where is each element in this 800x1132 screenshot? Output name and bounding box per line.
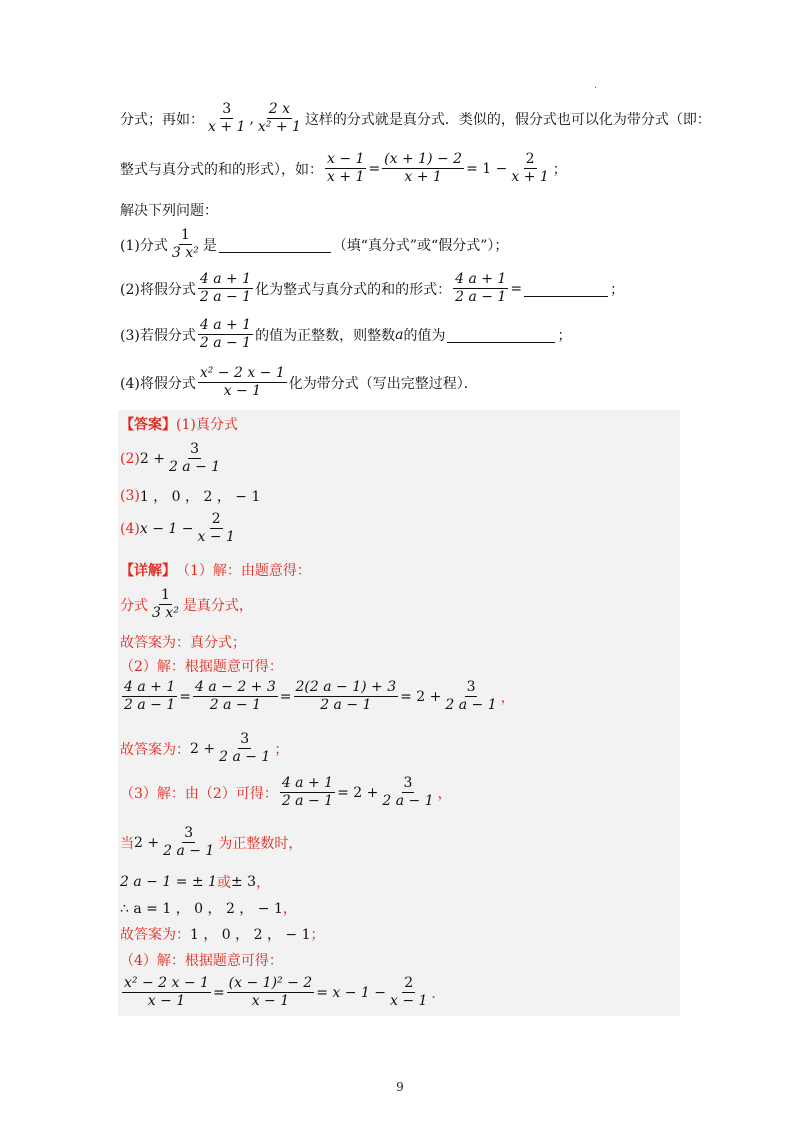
fraction-denominator: 3 x² — [171, 245, 199, 262]
question-text: (4)将假分式 — [120, 375, 196, 392]
fraction-denominator: 2 a − 1 — [382, 793, 434, 810]
question-text: 化为带分式（写出完整过程）． — [288, 375, 478, 392]
detail-line-1 — [120, 560, 680, 580]
math-text: 2 + — [134, 834, 160, 851]
fraction-numerator: 4 a + 1 — [122, 680, 177, 697]
detail-text: 故答案为：真分式； — [120, 635, 246, 651]
math-text: 2 + — [139, 450, 165, 467]
fraction-denominator: x + 1 — [208, 119, 246, 136]
fraction-denominator: x − 1 — [389, 993, 428, 1010]
fraction-denominator: x − 1 — [251, 993, 290, 1010]
math-text: = 2 + — [400, 688, 442, 705]
detail-text: 是真分式， — [182, 597, 253, 614]
detail-text: 为正整数时， — [218, 835, 303, 852]
fraction-numerator: 4 a + 1 — [453, 272, 508, 289]
answer-blank[interactable] — [447, 326, 555, 343]
detail-line-7 — [120, 776, 680, 810]
page-number: 9 — [396, 1080, 404, 1094]
fraction — [170, 228, 201, 262]
fraction-numerator: 2 — [210, 512, 223, 529]
punctuation: ． — [431, 985, 446, 1002]
math-text: x − 1 − — [139, 520, 194, 537]
intro-text: 整式与真分式的和的形式），如： — [120, 161, 323, 178]
question-4 — [120, 366, 680, 400]
fraction-denominator: x − 1 — [147, 993, 186, 1010]
detail-line-4 — [120, 656, 680, 676]
detail-line-3 — [120, 632, 680, 652]
fraction-denominator: x − 1 — [223, 383, 262, 400]
question-text: (3)若假分式 — [120, 327, 196, 344]
fraction-denominator: 2 a − 1 — [199, 335, 252, 352]
fraction-numerator: (x + 1) − 2 — [382, 152, 464, 169]
fraction-numerator: 2 x — [267, 102, 292, 119]
detail-line-5: $\frac{4 a + 1}{2 a - 1}$ = $\frac{4 a - 2 + 3}{2 a - 1}$ = $\frac{2(2 a - 1) + 3}{2 a - 1}$ = 2 + $\frac{3}{2 a - 1}$ ， — [124, 679, 515, 714]
math-text: = 2 + — [337, 784, 379, 801]
fraction — [198, 366, 287, 400]
detail-line-11 — [120, 924, 680, 944]
punctuation: ； — [552, 161, 567, 178]
fraction — [167, 442, 222, 476]
fraction — [193, 680, 278, 714]
detail-line-2 — [120, 588, 680, 622]
fraction-denominator: x + 1 — [327, 169, 365, 186]
answer-tag: 【答案】 — [120, 417, 176, 433]
question-1 — [120, 228, 680, 262]
fraction — [280, 776, 335, 810]
answer-line-2 — [120, 442, 680, 476]
fraction-numerator: 3 — [238, 732, 251, 749]
punctuation: ； — [310, 927, 325, 943]
answer-label: (4) — [120, 520, 140, 537]
math-text: 1 ， 0 ， 2 ， − 1 — [190, 927, 311, 943]
math-text: 2 a − 1 = ± 1 — [120, 874, 217, 890]
question-3 — [120, 318, 680, 352]
fraction-numerator: 2 — [524, 152, 537, 169]
intro-line-1: 分式；再如： $\frac{3}{x + 1}$ , $\frac{2 x}{\text{x² + 1}}$ 这样的分式就是真分式．类似的，假分式也可以化为带分式（即： — [120, 101, 711, 136]
detail-text: （1）解：由题意得： — [176, 563, 311, 579]
detail-text: 当 — [120, 835, 134, 852]
answer-label: (3) — [120, 488, 140, 504]
answer-blank[interactable] — [524, 280, 608, 297]
fraction-denominator: 2 a − 1 — [219, 749, 271, 766]
intro-text: 这样的分式就是真分式．类似的，假分式也可以化为带分式（即： — [304, 111, 711, 128]
fraction-denominator: x + 1 — [511, 169, 549, 186]
answer-text: (1)真分式 — [176, 417, 238, 433]
fraction-numerator: 1 — [159, 588, 172, 605]
detail-line-10 — [120, 898, 680, 918]
fraction-denominator: 3 x² — [152, 605, 179, 622]
question-text: 的值为 — [403, 327, 446, 344]
detail-tag: 【详解】 — [120, 563, 176, 579]
detail-text: 或 — [216, 875, 231, 891]
punctuation: ； — [557, 327, 572, 344]
detail-text: 分式 — [120, 597, 148, 614]
fraction — [206, 102, 247, 136]
fraction-numerator: 1 — [179, 228, 192, 245]
heading-text: 解决下列问题： — [120, 203, 218, 219]
fraction — [380, 776, 435, 810]
answer-line-4 — [120, 512, 680, 546]
fraction-numerator: 3 — [465, 680, 478, 697]
fraction-denominator: x − 1 — [197, 529, 235, 546]
fraction — [122, 976, 211, 1010]
fraction-numerator: 4 a − 2 + 3 — [193, 680, 278, 697]
fraction-denominator: 2 a − 1 — [209, 697, 261, 714]
punctuation: ； — [274, 741, 289, 758]
detail-text: （3）解：由（2）可得： — [120, 785, 278, 802]
fraction-numerator: 2 — [402, 976, 415, 993]
fraction-denominator: 2 a − 1 — [168, 459, 221, 476]
fraction — [217, 732, 272, 766]
fraction — [256, 102, 303, 136]
fraction-numerator: 3 — [182, 826, 195, 843]
fraction-denominator: 2 a − 1 — [199, 289, 252, 306]
variable: a — [395, 326, 404, 343]
intro-text: 分式；再如： — [120, 111, 204, 128]
fraction — [453, 272, 508, 306]
fraction-numerator: 3 — [402, 776, 415, 793]
math-text: ∴ a = 1 ， 0 ， 2 ， − 1 — [120, 901, 283, 917]
fraction — [325, 152, 366, 186]
fraction-denominator: 2 a − 1 — [455, 289, 507, 306]
solve-heading — [120, 200, 680, 220]
math-text: 1 ， 0 ， 2 ， − 1 — [139, 489, 261, 505]
question-text: (2)将假分式 — [120, 281, 196, 298]
punctuation: ； — [610, 281, 625, 298]
detail-line-13: $\frac{\text{x² − 2 x − 1}}{x - 1}$ = $\frac{\text{(x − 1)² − 2}}{x - 1}$ = x − 1 − $\frac{2}{x - 1}$ ． — [124, 975, 446, 1010]
answer-blank[interactable] — [219, 236, 331, 253]
fraction-denominator: 2 a − 1 — [281, 793, 334, 810]
fraction — [150, 588, 181, 622]
detail-line-8 — [120, 826, 680, 860]
fraction-numerator: 4 a + 1 — [280, 776, 335, 793]
question-text: 化为整式与真分式的和的形式： — [255, 281, 452, 298]
fraction — [509, 152, 550, 186]
fraction-denominator: 2 a − 1 — [445, 697, 497, 714]
fraction — [388, 976, 429, 1010]
fraction-denominator: 2 a − 1 — [163, 843, 215, 860]
punctuation: ， — [282, 901, 297, 917]
math-text: 2 + — [190, 740, 216, 757]
fraction — [122, 680, 177, 714]
math-text: ± 3 — [230, 874, 257, 890]
math-text: = x − 1 − — [316, 984, 386, 1001]
stray-dot: . — [594, 80, 598, 91]
punctuation: ， — [437, 785, 452, 802]
fraction-numerator: 4 a + 1 — [198, 318, 253, 335]
math-text: = — [510, 280, 523, 297]
detail-line-12 — [120, 950, 680, 970]
question-2 — [120, 272, 680, 306]
detail-text: 故答案为： — [120, 927, 190, 943]
question-text: (1)分式 — [120, 237, 168, 254]
fraction — [161, 826, 216, 860]
fraction-numerator: 3 — [220, 102, 233, 119]
fraction — [198, 272, 253, 306]
answer-line-3 — [120, 486, 680, 506]
question-text: 的值为正整数，则整数 — [255, 327, 396, 344]
fraction — [195, 512, 236, 546]
detail-text: 故答案为： — [120, 741, 190, 758]
fraction — [443, 680, 498, 714]
question-text: 是 — [202, 237, 217, 254]
question-text: （填“真分式”或“假分式”）； — [332, 237, 509, 254]
answer-line-1 — [120, 414, 680, 434]
fraction-numerator: 4 a + 1 — [198, 272, 253, 289]
answer-label: (2) — [120, 450, 140, 467]
detail-line-6 — [120, 732, 680, 766]
fraction — [294, 680, 399, 714]
detail-line-9 — [120, 872, 680, 892]
fraction-numerator: x − 1 — [325, 152, 366, 169]
intro-line-2: 整式与真分式的和的形式），如： $\frac{x - 1}{x + 1}$ = $\frac{(x + 1) - 2}{x + 1}$ = 1 − $\frac{2}{x + 1}$ ； — [120, 151, 567, 186]
punctuation: ， — [500, 689, 515, 706]
punctuation: ， — [256, 875, 271, 891]
detail-text: （2）解：根据题意可得： — [120, 659, 283, 675]
detail-text: （4）解：根据题意可得： — [120, 953, 283, 969]
fraction-denominator: x + 1 — [404, 169, 442, 186]
fraction-denominator: 2 a − 1 — [320, 697, 372, 714]
math-text: = 1 − — [466, 160, 508, 177]
fraction-numerator: 3 — [188, 442, 201, 459]
fraction-numerator: (x − 1)² − 2 — [227, 976, 315, 993]
fraction — [227, 976, 315, 1010]
fraction — [382, 152, 464, 186]
fraction — [198, 318, 253, 352]
fraction-denominator: x² + 1 — [257, 119, 301, 136]
fraction-denominator: 2 a − 1 — [124, 697, 176, 714]
fraction-numerator: 2(2 a − 1) + 3 — [294, 680, 399, 697]
fraction-numerator: x² − 2 x − 1 — [122, 976, 211, 993]
fraction-numerator: x² − 2 x − 1 — [198, 366, 287, 383]
